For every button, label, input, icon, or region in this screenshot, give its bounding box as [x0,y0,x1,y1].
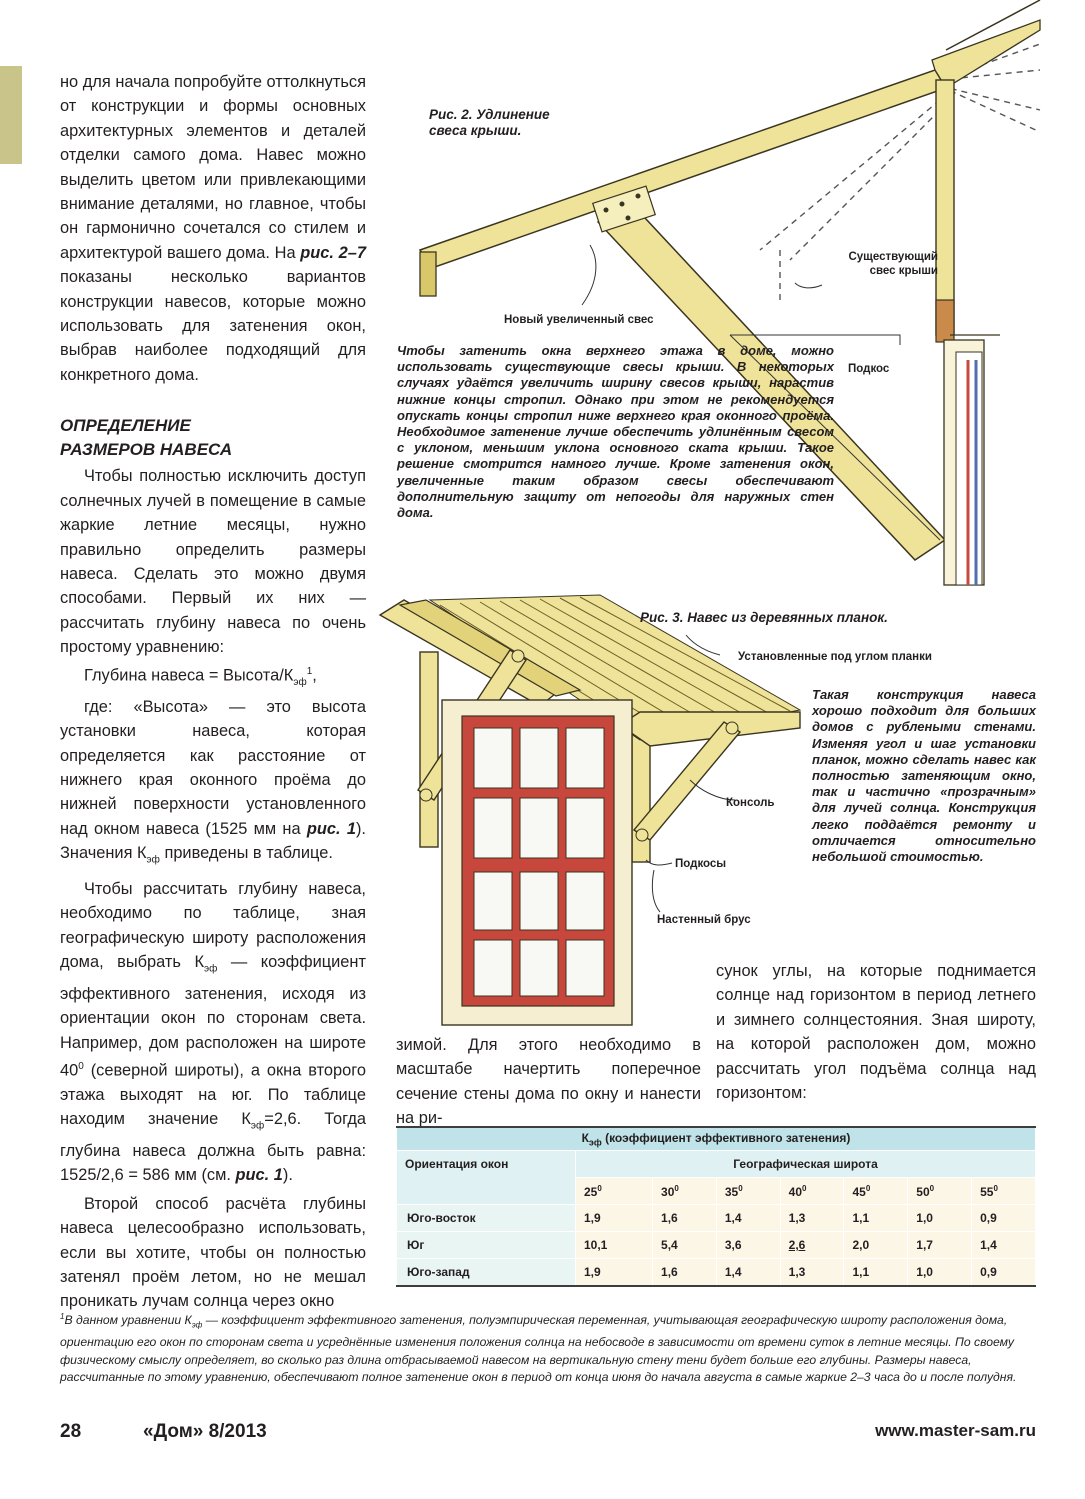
formula: Глубина навеса = Высота/$К_{эф}^1$, [84,665,317,688]
table-cell: 1,0 [908,1205,972,1232]
paragraph-height: где: «Высота» — это высота установки навеса, которая определяется как расстояние от нижнего края оконного проёма до нижней поверхности установленного над окном навеса (1525 мм на рис. 1). Значения $К_{эф}$ приведены в таблице. [60,697,366,866]
fig2-label-new: Новый увеличенный свес [504,314,654,326]
row-label: Юго-запад [397,1259,576,1287]
degree-cell: $45^0$ [844,1178,908,1205]
degree-cell: $30^0$ [653,1178,717,1205]
magazine-issue: «Дом» 8/2013 [143,1421,267,1442]
row-label: Юго-восток [397,1205,576,1232]
degree-cell: $50^0$ [908,1178,972,1205]
table-row [397,1205,1036,1232]
table-row [397,1232,1036,1259]
table-cell: 1,9 [576,1259,653,1287]
paragraph-second-method: Второй способ расчёта глубины навеса целесообразно использовать, если вы хотите, чтобы он полностью затенял проём летом, но не мешал проникать лучам солнца через окно [60,1194,366,1311]
fig3-label-struts: Подкосы [675,858,727,870]
table-cell: 1,6 [653,1259,717,1287]
table-cell: 1,3 [780,1259,844,1287]
table-cell: 5,4 [653,1232,717,1259]
wall-beam-left [420,652,438,847]
fig3-label-beam: Настенный брус [657,914,751,926]
middle-column-text: зимой. Для этого необходимо в масштабе начертить поперечное сечение стены дома по окну и нанести на ри- [396,1036,701,1128]
fig2-label-existing: Существующий свес крыши [848,251,938,277]
table-cell: 1,6 [653,1205,717,1232]
right-column-text: сунок углы, на которые поднимается солнце над горизонтом в период летнего и зимнего солнцестояния. Зная широту, на которой расположен дом, можно рассчитать угол подъёма солнца над горизонтом: [716,962,1036,1103]
row-label: Юг [397,1232,576,1259]
table-cell: 1,4 [716,1205,780,1232]
table-cell: 1,4 [972,1232,1036,1259]
degree-cell: $40^0$ [780,1178,844,1205]
fig3-caption: Рис. 3. Навес из деревянных планок. [640,610,888,625]
table-cell: 3,6 [716,1232,780,1259]
table-cell: 0,9 [972,1205,1036,1232]
paragraph-method: Чтобы полностью исключить доступ солнечных лучей в помещение в самые жаркие летние месяцы, нужно правильно определить размеры навеса. Сделать это можно двумя способами. Первый их них — рассчитать глубину навеса по очень простому уравнению: [60,467,366,657]
header-orientation: Ориентация окон [397,1151,576,1205]
table-cell: 0,9 [972,1259,1036,1287]
fig2-label-strut: Подкос [848,363,890,375]
fig3-label-console: Консоль [726,797,775,809]
table-cell: 1,0 [908,1259,972,1287]
fig2-caption: Рис. 2. Удлинение свеса крыши. [429,107,550,138]
table-title: $К_{эф}$ (коэффициент эффективного затенения) [397,1127,1036,1151]
table-cell: 1,4 [716,1259,780,1287]
footnote: $^1$В данном уравнении $К_{эф}$ — коэффициент эффективного затенения, полуэмпирическая переменная, учитывающая географическую широту расположения дома, ориентацию его окон по сторонам света и усреднённые изменения положения солнца на небосводе в зависимости от времени суток в летние месяцы. По своему физическому смыслу определяет, во сколько раз длина отбрасываемой навесом на вертикальную стену тени будет больше его глубины. Размеры навеса, рассчитанные по этому уравнению, обеспечивают полное затенение окон в период от конца июня до начала августа в самые жаркие 2–3 часа до и после полудня. [60,1312,1017,1385]
section-heading: ОПРЕДЕЛЕНИЕ РАЗМЕРОВ НАВЕСА [60,416,233,460]
table-cell: 2,0 [844,1232,908,1259]
table-cell: 1,1 [844,1205,908,1232]
degree-cell: $25^0$ [576,1178,653,1205]
fig3-note: Такая конструкция навеса хорошо подходит для больших домов с рублеными стенами. Изменяя угол и шаг установки планок, можно сделать навес как полностью затеняющим окно, так и частично «прозрачным» для лучей солнца. Конструкция легко поддаётся ремонту и отличается относительно небольшой стоимостью. [812,687,1036,865]
table-header-row [397,1151,1036,1178]
table-cell: 1,9 [576,1205,653,1232]
fig3-label-slats: Установленные под углом планки [738,651,932,663]
degree-cell: $35^0$ [716,1178,780,1205]
site-url[interactable]: www.master-sam.ru [875,1421,1036,1440]
page-number: 28 [60,1421,82,1442]
table-cell: 1,7 [908,1232,972,1259]
table-cell: 10,1 [576,1232,653,1259]
table-row [397,1259,1036,1287]
fig2-note: Чтобы затенить окна верхнего этажа в доме, можно использовать существующие свесы крыши. В некоторых случаях удаётся увеличить ширину свесов крыши, нарастив нижние концы стропил. Однако при этом не рекомендуется опускать концы стропил ниже верхнего края оконного проёма. Необходимое затенение лучше обеспечить удлинённым свесом с уклоном, меньшим уклона основного ската крыши. Такое решение смотрится намного лучше. Кроме затенения окон, увеличенные таким образом свесы обеспечивают дополнительную защиту от непогоды для наружных стен дома. [397,343,834,521]
header-latitude: Географическая широта [576,1151,1036,1178]
degree-cell: $55^0$ [972,1178,1036,1205]
table-cell: 1,3 [780,1205,844,1232]
intro-paragraph: но для начала попробуйте оттолкнуться от конструкции и формы основных архитектурных элементов и деталей отделки самого дома. Навес можно выделить цветом или привлекающими внимание деталями, но главное, чтобы он гармонично сочетался со стилем и архитектурой вашего дома. На рис. 2–7 показаны несколько вариантов конструкции навесов, которые можно использовать для затенения окон, выбрав наиболее подходящий для конкретного дома. [60,73,366,384]
table-cell: 1,1 [844,1259,908,1287]
shading-coefficient-table [396,1126,1036,1287]
table-title-row [397,1127,1036,1151]
paragraph-example: Чтобы рассчитать глубину навеса, необходимо по таблице, зная географическую широту расположения дома, выбрать $К_{эф}$ — коэффициент эффективного затенения, исходя из ориентации окон по сторонам света. Например, дом расположен на широте $40^0$ (северной широты), а окна второго этажа выходят на юг. По таблице находим значение $К_{эф}=2,6$. Тогда глубина навеса должна быть равна: 1525/2,6 = 586 мм (см. рис. 1). [60,879,366,1185]
table-cell-highlighted: 2,6 [780,1232,844,1259]
